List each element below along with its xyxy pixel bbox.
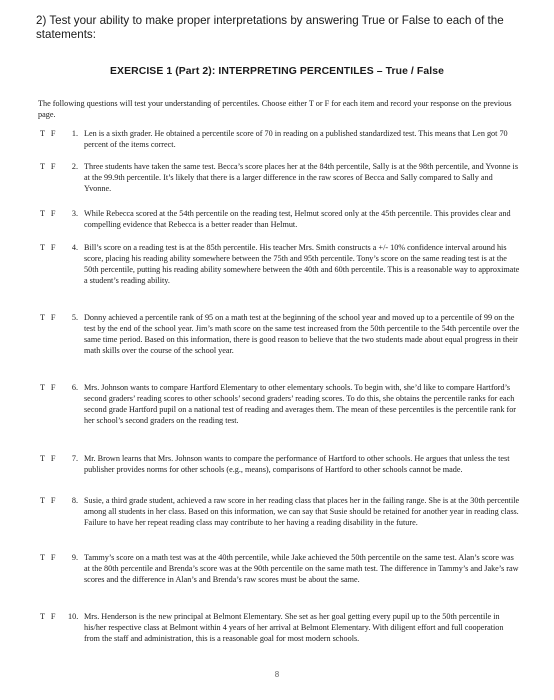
question-item-2: [40, 162, 520, 195]
item-number: 10.: [68, 612, 79, 621]
question-item-4: [40, 243, 520, 287]
true-false-choice: T F: [40, 129, 56, 138]
question-item-1: [40, 129, 520, 151]
question-item-3: [40, 209, 520, 231]
item-text: Tammy’s score on a math test was at the 40th percentile, while Jake achieved the 50th percentile on the same test. Alan’s score was at the 80th percentile and Brenda’s score was at the 90th percentile on the same math test. The difference in Tammy’s and Jake’s raw scores and the difference in Alan’s and Brenda’s raw scores must be about the same.: [84, 553, 519, 584]
true-false-choice: T F: [40, 383, 56, 392]
item-text: Mrs. Henderson is the new principal at Belmont Elementary. She set as her goal getting every pupil up to the 50th percentile in his/her respective class at Belmont within 4 years of her arrival at Belmont Elementary. With diligent effort and full cooperation from the staff and administration, this is a reasonable goal for most modern schools.: [84, 612, 504, 643]
item-text: Mr. Brown learns that Mrs. Johnson wants to compare the performance of Hartford to other schools. He argues that unless the test publisher provides norms for other schools (e.g., means), comparisons of Hartford to other schools cannot be made.: [84, 454, 510, 474]
true-false-choice: T F: [40, 454, 56, 463]
item-number: 6.: [71, 383, 78, 392]
item-text: Len is a sixth grader. He obtained a percentile score of 70 in reading on a published standardized test. This means that Len got 70 percent of the items correct.: [84, 129, 508, 149]
question-item-8: [40, 496, 520, 529]
item-text: While Rebecca scored at the 54th percentile on the reading test, Helmut scored only at the 45th percentile. This provides clear and compelling evidence that Rebecca is a better reader than Helmut.: [84, 209, 511, 229]
true-false-choice: T F: [40, 496, 56, 505]
item-text: Three students have taken the same test. Becca’s score places her at the 84th percentile, Sally is at the 98th percentile, and Yvonne is at the 99.9th percentile. It’s likely that there is a larger difference in the raw scores of Becca and Sally compared to Sally and Yvonne.: [84, 162, 519, 193]
item-number: 1.: [71, 129, 78, 138]
true-false-choice: T F: [40, 243, 56, 252]
item-number: 4.: [71, 243, 78, 252]
true-false-choice: T F: [40, 209, 56, 218]
item-number: 3.: [71, 209, 78, 218]
item-number: 5.: [71, 313, 78, 322]
true-false-choice: T F: [40, 162, 56, 171]
item-text: Mrs. Johnson wants to compare Hartford Elementary to other elementary schools. To begin with, she’d like to compare Hartford’s second graders’ reading scores to other schools’ second graders’ reading scores. To do this, she obtains the percentile ranks for each second grade Hartford pupil on a national test of reading and averages them. The mean of these percentiles is the percentile rank for her school’s second graders on the reading test.: [84, 383, 517, 425]
question-prompt: 2) Test your ability to make proper interpretations by answering True or False to each of the statements:: [36, 14, 504, 41]
item-number: 2.: [71, 162, 78, 171]
true-false-choice: T F: [40, 553, 56, 562]
question-item-7: [40, 454, 520, 476]
question-item-5: [40, 313, 520, 357]
item-number: 9.: [71, 553, 78, 562]
question-item-10: [40, 612, 520, 645]
exercise-title: EXERCISE 1 (Part 2): INTERPRETING PERCENTILES – True / False: [110, 66, 444, 77]
instructions: The following questions will test your understanding of percentiles. Choose either T or F for each item and record your response on the previous page.: [38, 99, 512, 119]
item-number: 7.: [71, 454, 78, 463]
true-false-choice: T F: [40, 612, 56, 621]
question-item-9: [40, 553, 520, 586]
item-text: Susie, a third grade student, achieved a raw score in her reading class that places her in the failing range. She is at the 30th percentile among all students in her class. Based on this information, we can say that Susie should be retained for another year in reading class. Failure to have her repeat reading class may contribute to her having a reading disability in the future.: [84, 496, 520, 527]
item-number: 8.: [71, 496, 78, 505]
page-number: 8: [274, 670, 280, 679]
item-text: Donny achieved a percentile rank of 95 on a math test at the beginning of the school year and moved up to a percentile of 99 on the test by the end of the school year. Jim’s math score on the same test increased from the 50th percentile to the 54th percentile over the same time period. Based on this information, there is good reason to believe that the two students made about equal progress in their math skills over the course of the school year.: [84, 313, 520, 355]
true-false-choice: T F: [40, 313, 56, 322]
question-item-6: [40, 383, 520, 427]
item-text: Bill’s score on a reading test is at the 85th percentile. His teacher Mrs. Smith constructs a +/- 10% confidence interval around his score, placing his reading ability somewhere between the 75th and 95th percentile. Tony’s score on the same reading test is at the 50th percentile, putting his reading ability somewhere between the 40th and 60th percentile. This is a reasonable way to approximate a student’s reading ability.: [84, 243, 520, 285]
